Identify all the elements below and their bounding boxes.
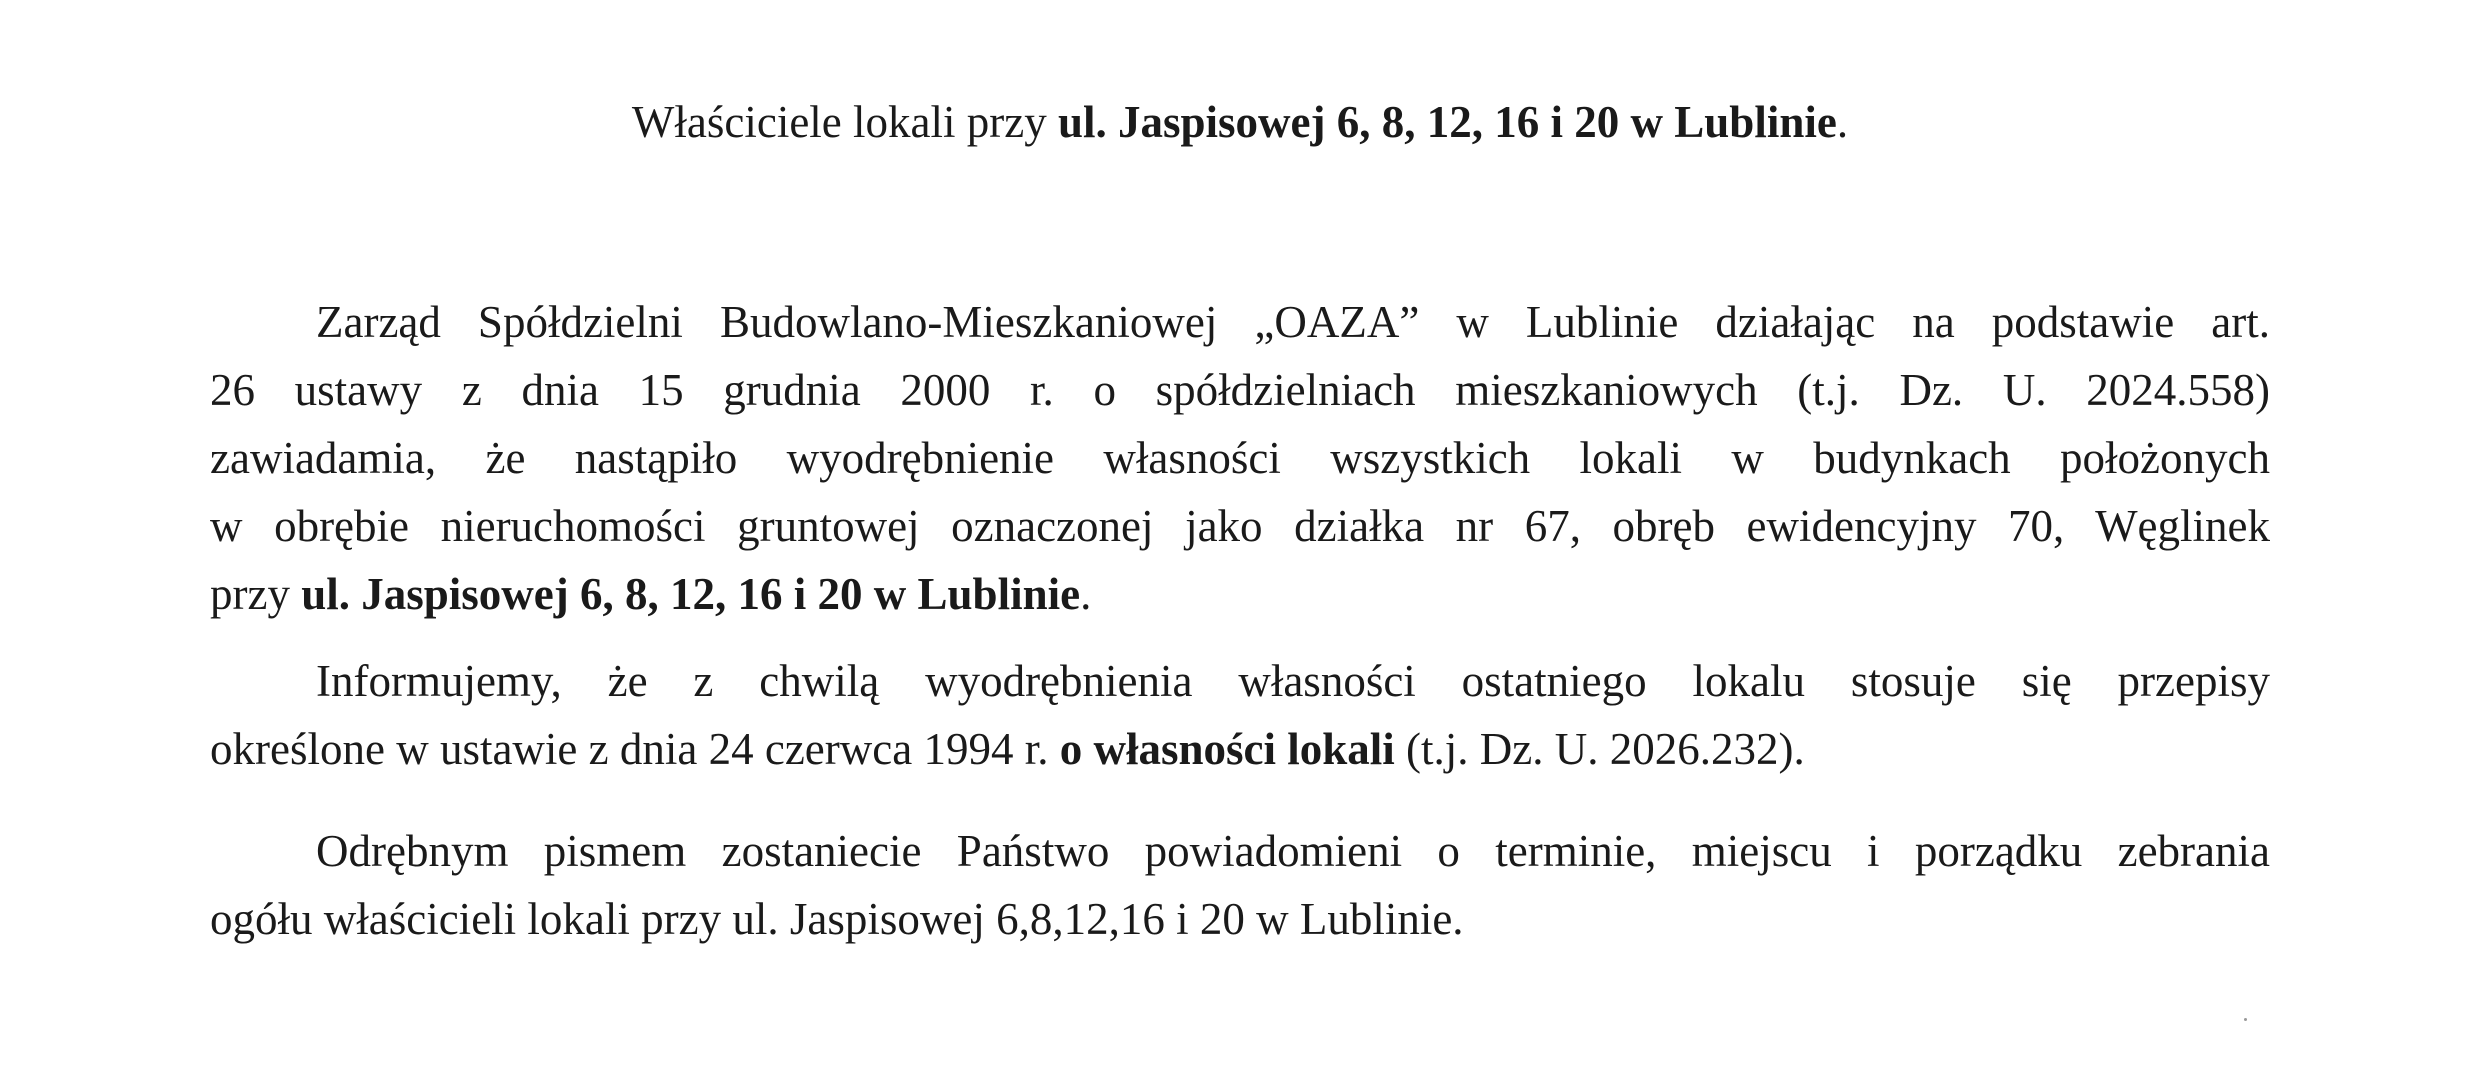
paragraph-line: 26 ustawy z dnia 15 grudnia 2000 r. o spółdzielniach mieszkaniowych (t.j. Dz. U. 2024.558): [210, 365, 2270, 415]
line-suffix: .: [1080, 569, 1092, 619]
act-title-bold: o własności lokali: [1059, 724, 1395, 774]
paragraph-meeting-notice: [210, 817, 2270, 953]
heading-address: ul. Jaspisowej 6, 8, 12, 16 i 20 w Lublinie: [1057, 97, 1837, 147]
paragraph-notification: [210, 288, 2270, 628]
paragraph-legal-info: [210, 647, 2270, 783]
paragraph-line: [210, 715, 2270, 783]
paragraph-line: Odrębnym pismem zostaniecie Państwo powiadomieni o terminie, miejscu i porządku zebrania: [316, 826, 2270, 876]
paragraph-line: zawiadamia, że nastąpiło wyodrębnienie własności wszystkich lokali w budynkach położonych: [210, 433, 2270, 483]
scan-speck: [2244, 1018, 2247, 1021]
heading-prefix: Właściciele lokali przy: [631, 97, 1058, 147]
line-suffix: (t.j. Dz. U. 2026.232).: [1394, 724, 1805, 774]
heading-suffix: .: [1836, 97, 1849, 147]
paragraph-line: Zarząd Spółdzielni Budowlano-Mieszkaniowej „OAZA” w Lublinie działając na podstawie art.: [316, 297, 2270, 347]
document-heading: [0, 92, 2480, 152]
paragraph-line: ogółu właścicieli lokali przy ul. Jaspisowej 6,8,12,16 i 20 w Lublinie.: [210, 894, 1464, 944]
line-prefix: przy: [210, 569, 302, 619]
line-prefix: określone w ustawie z dnia 24 czerwca 1994 r.: [210, 724, 1060, 774]
address-bold: ul. Jaspisowej 6, 8, 12, 16 i 20 w Lublinie: [301, 569, 1081, 619]
paragraph-line: Informujemy, że z chwilą wyodrębnienia własności ostatniego lokalu stosuje się przepisy: [316, 656, 2270, 706]
paragraph-line: w obrębie nieruchomości gruntowej oznaczonej jako działka nr 67, obręb ewidencyjny 70, Węglinek: [210, 501, 2270, 551]
paragraph-line: [210, 560, 2270, 628]
